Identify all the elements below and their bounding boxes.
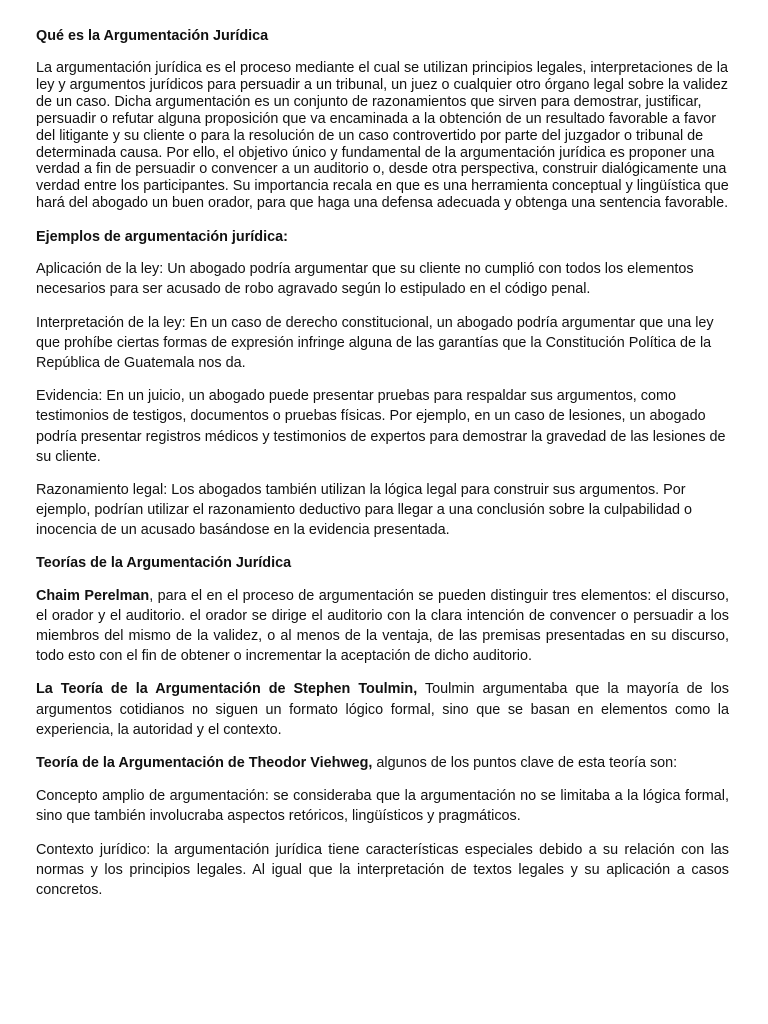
examples-heading: Ejemplos de argumentación jurídica:	[36, 229, 288, 246]
example-razonamiento: Razonamiento legal: Los abogados también utilizan la lógica legal para construir sus argumentos. Por ejemplo, podrían utilizar el razonamiento deductivo para llegar a una conclusión sobre la culpabilidad o inocencia de un acusado basándose en la evidencia presentada.	[36, 481, 692, 539]
toulmin-text: Toulmin argumentaba que la mayoría de los argumentos cotidianos no siguen un formato lógico formal, sino que se basan en elementos como la experiencia, la autoridad y el contexto.	[36, 681, 729, 738]
document-title: Qué es la Argumentación Jurídica	[36, 28, 269, 44]
perelman-paragraph	[36, 586, 729, 667]
document-page	[36, 26, 729, 900]
concepto-paragraph: Concepto amplio de argumentación: se consideraba que la argumentación no se limitaba a la lógica formal, sino que también involucraba aspectos retóricos, lingüísticos y pragmáticos.	[36, 788, 729, 825]
theories-heading: Teorías de la Argumentación Jurídica	[36, 554, 292, 571]
toulmin-paragraph	[36, 679, 729, 740]
contexto-paragraph: Contexto jurídico: la argumentación jurídica tiene características especiales debido a su relación con las normas y los principios legales. Al igual que la interpretación de textos legales y su aplicación a casos concretos.	[36, 841, 729, 899]
viehweg-name: Teoría de la Argumentación de Theodor Viehweg,	[36, 755, 373, 772]
viehweg-paragraph	[36, 753, 729, 773]
example-evidencia: Evidencia: En un juicio, un abogado puede presentar pruebas para respaldar sus argumentos, como testimonios de testigos, documentos o pruebas físicas. Por ejemplo, en un caso de lesiones, un abogado podría presentar registros médicos y testimonios de expertos para demostrar la gravedad de las lesiones de su cliente.	[36, 388, 726, 465]
example-interpretacion: Interpretación de la ley: En un caso de derecho constitucional, un abogado podría argumentar que una ley que prohíbe ciertas formas de expresión infringe alguna de las garantías que la Constitución Política de la República de Guatemala nos da.	[36, 314, 714, 371]
perelman-name: Chaim Perelman	[36, 587, 150, 604]
toulmin-name: La Teoría de la Argumentación de Stephen Toulmin,	[36, 681, 418, 698]
intro-paragraph: La argumentación jurídica es el proceso mediante el cual se utilizan principios legales, interpretaciones de la ley y argumentos jurídicos para persuadir a un tribunal, un juez o cualquier otro órgano legal sobre la validez de un caso. Dicha argumentación es un conjunto de razonamientos que sirven para demostrar, justificar, persuadir o refutar alguna proposición que va encaminada a la obtención de un resultado favorable a favor del litigante y su cliente o para la resolución de un caso controvertido por parte del juzgador o tribunal de determinada causa. Por ello, el objetivo único y fundamental de la argumentación jurídica es proponer una verdad a fin de persuadir o convencer a un auditorio o, desde otra perspectiva, construir dialógicamente una verdad entre los participantes. Su importancia recala en que es una herramienta conceptual y lingüística que hará del abogado un buen orador, para que haga una defensa adecuada y obtenga una sentencia favorable.	[36, 60, 729, 212]
example-aplicacion: Aplicación de la ley: Un abogado podría argumentar que su cliente no cumplió con todos los elementos necesarios para ser acusado de robo agravado según lo estipulado en el código penal.	[36, 261, 694, 298]
perelman-text: , para el en el proceso de argumentación se pueden distinguir tres elementos: el discurso, el orador y el auditorio. el orador se dirige el auditorio con la clara intención de convencer o persuadir a los miembros del mismo de la validez, o al menos de la ventaja, de las premisas presentadas en su discurso, todo esto con el fin de obtener o incrementar la aceptación de dicho auditorio.	[36, 587, 729, 665]
viehweg-text: algunos de los puntos clave de esta teoría son:	[372, 755, 678, 772]
